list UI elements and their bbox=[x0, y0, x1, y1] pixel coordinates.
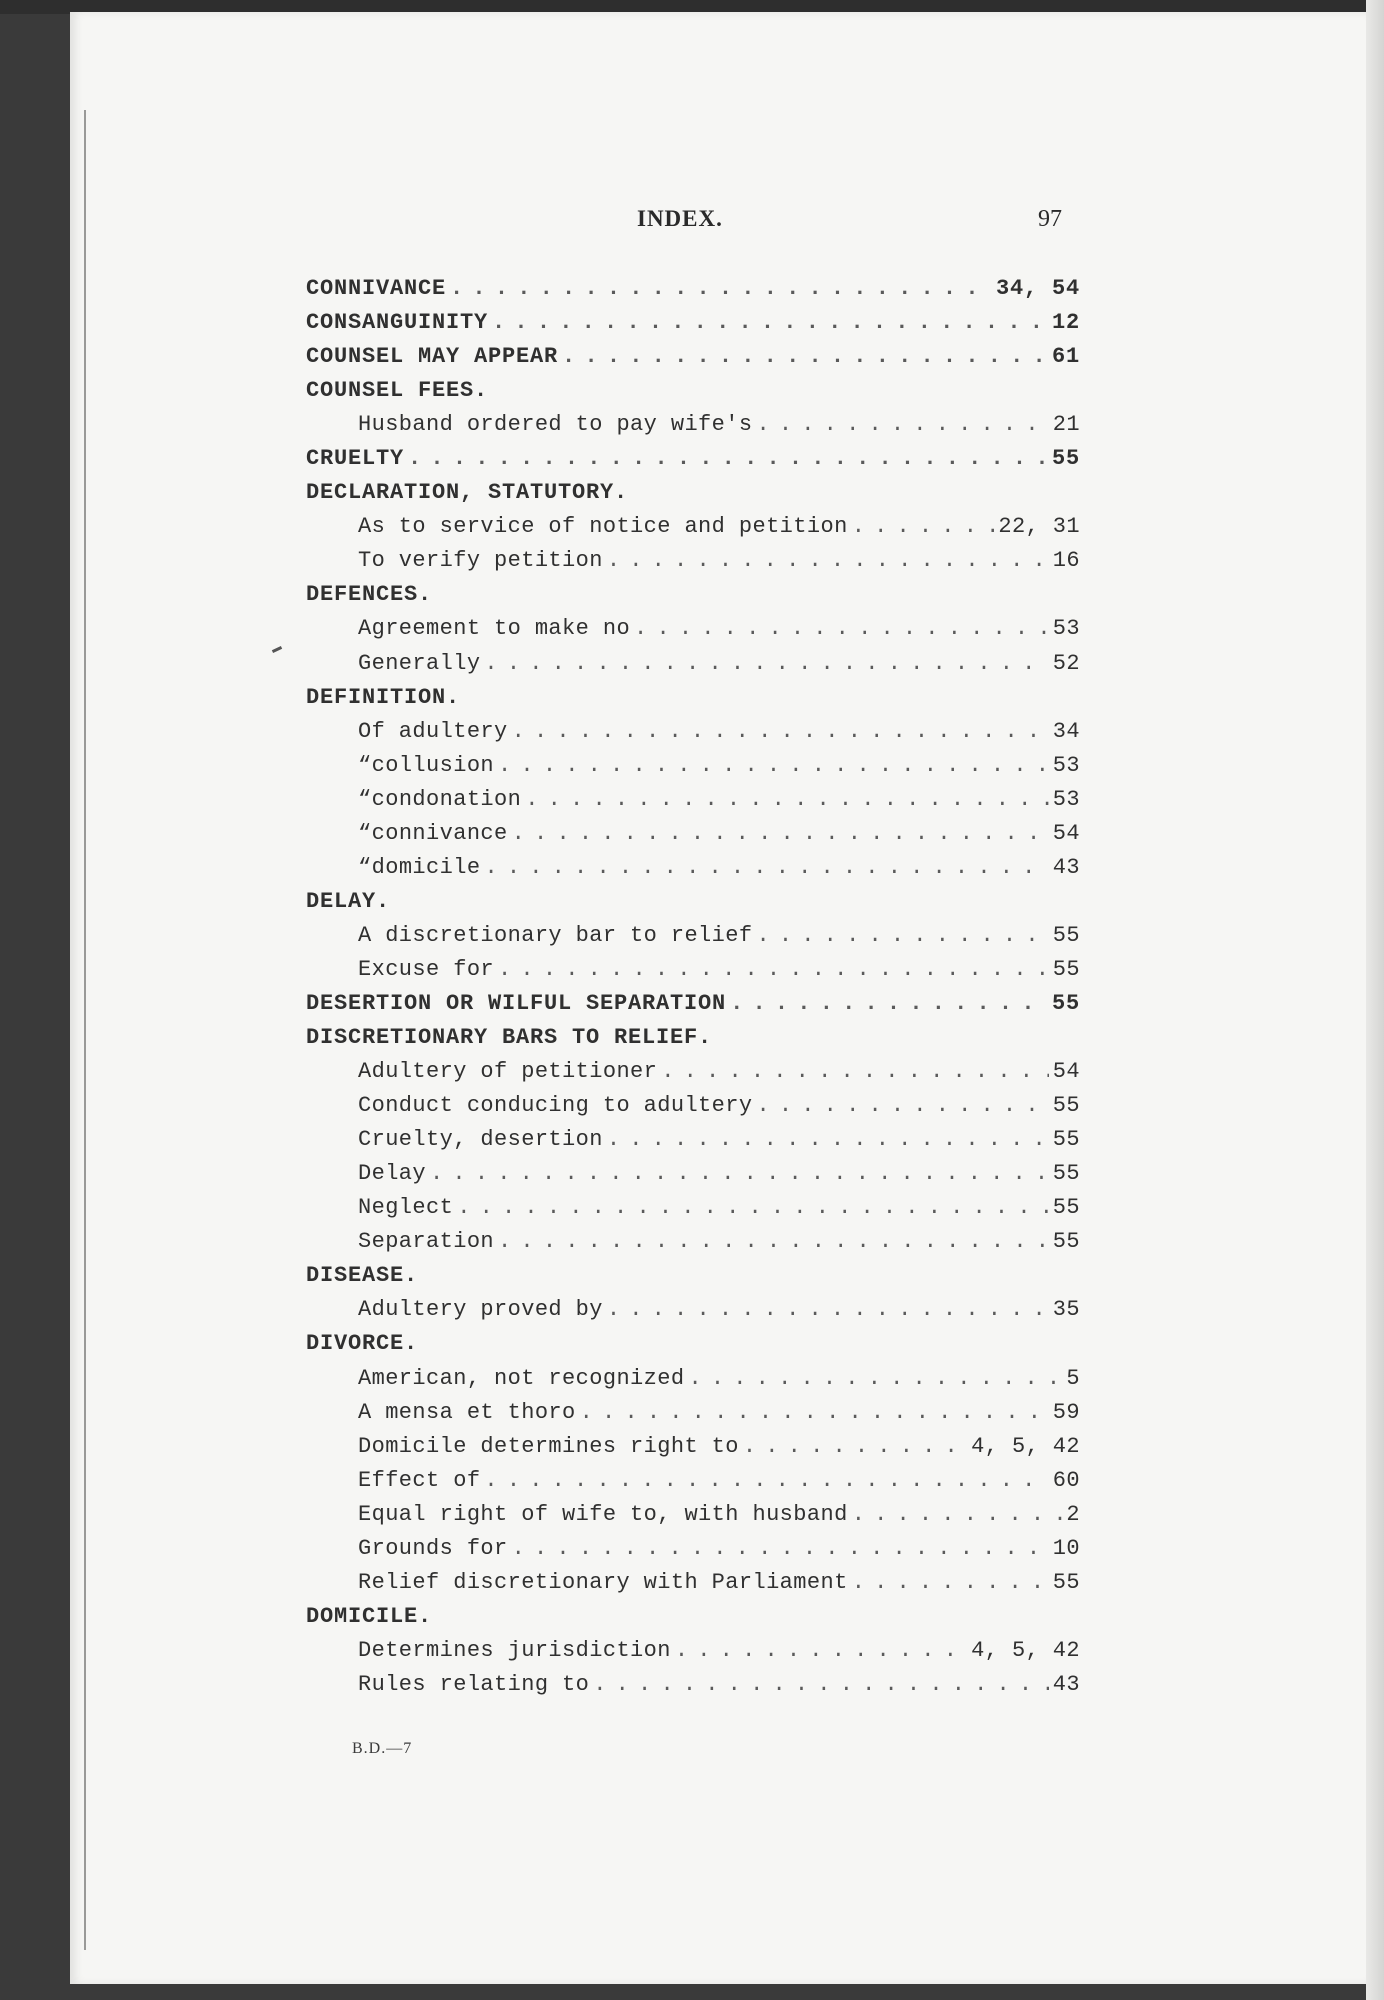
entry-page-reference: 55 bbox=[1051, 446, 1080, 472]
index-sub-entry bbox=[306, 1059, 1080, 1093]
entry-page-reference: 55 bbox=[1052, 956, 1080, 982]
leader-dots bbox=[525, 787, 1049, 812]
leader-dots bbox=[756, 412, 1048, 437]
leader-dots bbox=[512, 719, 1049, 744]
entry-label: A mensa et thoro bbox=[358, 1399, 576, 1425]
leader-dots bbox=[607, 548, 1049, 573]
index-sub-entry bbox=[306, 1672, 1080, 1706]
entry-label: DIVORCE. bbox=[306, 1331, 419, 1357]
leader-dots bbox=[743, 1434, 967, 1459]
entry-page-reference: 4, 5, 42 bbox=[971, 1433, 1080, 1459]
entry-page-reference: 22, 31 bbox=[998, 514, 1080, 540]
index-heading-entry bbox=[306, 276, 1080, 310]
leader-dots bbox=[562, 344, 1048, 369]
index-sub-entry bbox=[306, 1400, 1080, 1434]
entry-label: condonation bbox=[371, 786, 522, 812]
index-sub-entry bbox=[306, 1127, 1080, 1161]
entry-label: DECLARATION, STATUTORY. bbox=[306, 480, 629, 506]
entry-label: Grounds for bbox=[358, 1535, 508, 1561]
running-head-page-number: 97 bbox=[1038, 206, 1062, 232]
index-sub-entry bbox=[306, 548, 1080, 582]
entry-label: DISEASE. bbox=[306, 1263, 419, 1289]
entry-label: Effect of bbox=[358, 1467, 481, 1493]
entry-label: Adultery proved by bbox=[358, 1297, 603, 1323]
entry-label: Adultery of petitioner bbox=[358, 1059, 658, 1085]
index-sub-entry bbox=[306, 1195, 1080, 1229]
leader-dots bbox=[498, 1229, 1049, 1254]
entry-page-reference: 60 bbox=[1052, 1467, 1080, 1493]
signature-mark: B.D.—7 bbox=[352, 1740, 413, 1757]
index-sub-entry bbox=[306, 616, 1080, 650]
ditto-mark: “ bbox=[358, 854, 372, 880]
entry-label: Of adultery bbox=[358, 718, 508, 744]
index-heading-entry bbox=[306, 344, 1080, 378]
entry-label: Husband ordered to pay wife's bbox=[358, 412, 753, 438]
index-heading-entry bbox=[306, 991, 1080, 1025]
index-sub-entry bbox=[306, 651, 1080, 685]
leader-dots bbox=[484, 651, 1048, 676]
entry-label: Domicile determines right to bbox=[358, 1433, 739, 1459]
entry-label: CRUELTY bbox=[306, 446, 405, 472]
entry-label: DISCRETIONARY BARS TO RELIEF. bbox=[306, 1025, 713, 1051]
entry-page-reference: 21 bbox=[1052, 412, 1080, 438]
index-sub-entry bbox=[306, 1093, 1080, 1127]
entry-page-reference: 5 bbox=[1066, 1365, 1080, 1391]
index-entries bbox=[306, 276, 1080, 1706]
entry-label: domicile bbox=[371, 854, 481, 880]
leader-dots bbox=[492, 310, 1048, 335]
index-heading-entry bbox=[306, 446, 1080, 480]
leader-dots bbox=[430, 1161, 1049, 1186]
entry-label: DELAY. bbox=[306, 888, 391, 914]
entry-page-reference: 35 bbox=[1052, 1297, 1080, 1323]
index-sub-entry bbox=[306, 1434, 1080, 1468]
entry-page-reference: 55 bbox=[1052, 1127, 1080, 1153]
index-heading-entry bbox=[306, 378, 1080, 412]
entry-label: Delay bbox=[358, 1161, 427, 1187]
entry-page-reference: 55 bbox=[1052, 922, 1080, 948]
entry-page-reference: 54 bbox=[1052, 1059, 1080, 1085]
index-heading-entry bbox=[306, 1604, 1080, 1638]
entry-label: Rules relating to bbox=[358, 1671, 590, 1697]
leader-dots bbox=[450, 276, 992, 301]
entry-page-reference: 43 bbox=[1052, 854, 1080, 880]
leader-dots bbox=[512, 1536, 1049, 1561]
index-heading-entry bbox=[306, 480, 1080, 514]
entry-label: Equal right of wife to, with husband bbox=[358, 1501, 848, 1527]
entry-page-reference: 53 bbox=[1052, 616, 1080, 642]
index-sub-entry bbox=[306, 1468, 1080, 1502]
index-heading-entry bbox=[306, 1331, 1080, 1365]
leader-dots bbox=[607, 1297, 1049, 1322]
leader-dots bbox=[484, 1468, 1048, 1493]
index-sub-entry bbox=[306, 1638, 1080, 1672]
entry-label: collusion bbox=[371, 752, 495, 778]
entry-page-reference: 53 bbox=[1052, 752, 1080, 778]
entry-label: To verify petition bbox=[358, 548, 603, 574]
index-sub-entry bbox=[306, 753, 1080, 787]
index-sub-entry bbox=[306, 1366, 1080, 1400]
leader-dots bbox=[730, 991, 1048, 1016]
index-sub-entry bbox=[306, 821, 1080, 855]
index-sub-entry bbox=[306, 855, 1080, 889]
leader-dots bbox=[498, 957, 1049, 982]
index-heading-entry bbox=[306, 310, 1080, 344]
leader-dots bbox=[756, 923, 1048, 948]
entry-page-reference: 10 bbox=[1052, 1535, 1080, 1561]
leader-dots bbox=[580, 1400, 1049, 1425]
entry-page-reference: 34 bbox=[1052, 718, 1080, 744]
entry-label: As to service of notice and petition bbox=[358, 514, 848, 540]
index-sub-entry bbox=[306, 923, 1080, 957]
index-sub-entry bbox=[306, 412, 1080, 446]
entry-page-reference: 55 bbox=[1051, 990, 1080, 1016]
entry-label: Generally bbox=[358, 650, 481, 676]
entry-label: Neglect bbox=[358, 1195, 454, 1221]
index-sub-entry bbox=[306, 957, 1080, 991]
entry-label: DESERTION OR WILFUL SEPARATION bbox=[306, 990, 727, 1016]
leader-dots bbox=[498, 753, 1049, 778]
entry-label: Conduct conducing to adultery bbox=[358, 1093, 753, 1119]
index-heading-entry bbox=[306, 582, 1080, 616]
entry-label: CONNIVANCE bbox=[306, 276, 447, 301]
entry-page-reference: 12 bbox=[1051, 310, 1080, 336]
leader-dots bbox=[634, 616, 1049, 641]
entry-page-reference: 52 bbox=[1052, 650, 1080, 676]
entry-page-reference: 53 bbox=[1052, 786, 1080, 812]
page-right-edge bbox=[1366, 0, 1384, 2000]
leader-dots bbox=[852, 1570, 1049, 1595]
leader-dots bbox=[688, 1366, 1062, 1391]
entry-label: DOMICILE. bbox=[306, 1603, 433, 1629]
entry-label: DEFENCES. bbox=[306, 582, 433, 608]
index-heading-entry bbox=[306, 1263, 1080, 1297]
entry-label: Excuse for bbox=[358, 956, 495, 982]
index-sub-entry bbox=[306, 1297, 1080, 1331]
ditto-mark: “ bbox=[358, 820, 372, 846]
leader-dots bbox=[593, 1672, 1049, 1697]
index-heading-entry bbox=[306, 685, 1080, 719]
entry-label: A discretionary bar to relief bbox=[358, 922, 753, 948]
entry-page-reference: 4, 5, 42 bbox=[971, 1637, 1080, 1663]
leader-dots bbox=[512, 821, 1049, 846]
index-heading-entry bbox=[306, 1025, 1080, 1059]
leader-dots bbox=[484, 855, 1048, 880]
entry-page-reference: 55 bbox=[1052, 1161, 1080, 1187]
entry-page-reference: 2 bbox=[1066, 1501, 1080, 1527]
binding-margin-line bbox=[84, 110, 86, 1950]
leader-dots bbox=[408, 446, 1048, 471]
entry-label: COUNSEL MAY APPEAR bbox=[306, 344, 559, 370]
index-sub-entry bbox=[306, 1229, 1080, 1263]
entry-page-reference: 43 bbox=[1052, 1671, 1080, 1697]
leader-dots bbox=[852, 1502, 1063, 1527]
leader-dots bbox=[661, 1059, 1049, 1084]
entry-label: Relief discretionary with Parliament bbox=[358, 1569, 848, 1595]
entry-page-reference: 34, 54 bbox=[995, 276, 1080, 301]
ditto-mark: “ bbox=[358, 786, 372, 812]
running-head-title: INDEX. bbox=[637, 206, 723, 231]
ditto-mark: “ bbox=[358, 752, 372, 778]
leader-dots bbox=[607, 1127, 1049, 1152]
leader-dots bbox=[457, 1195, 1049, 1220]
entry-page-reference: 55 bbox=[1052, 1093, 1080, 1119]
entry-page-reference: 59 bbox=[1052, 1399, 1080, 1425]
entry-label: DEFINITION. bbox=[306, 684, 461, 710]
index-sub-entry bbox=[306, 1502, 1080, 1536]
entry-page-reference: 16 bbox=[1052, 548, 1080, 574]
index-sub-entry bbox=[306, 719, 1080, 753]
entry-page-reference: 54 bbox=[1052, 820, 1080, 846]
entry-label: CONSANGUINITY bbox=[306, 310, 489, 336]
entry-page-reference: 55 bbox=[1052, 1569, 1080, 1595]
entry-label: Separation bbox=[358, 1229, 495, 1255]
index-sub-entry bbox=[306, 1536, 1080, 1570]
entry-page-reference: 55 bbox=[1052, 1195, 1080, 1221]
leader-dots bbox=[675, 1638, 967, 1663]
index-sub-entry bbox=[306, 1570, 1080, 1604]
entry-label: Agreement to make no bbox=[358, 616, 631, 642]
leader-dots bbox=[756, 1093, 1048, 1118]
index-heading-entry bbox=[306, 889, 1080, 923]
leader-dots bbox=[852, 514, 995, 539]
index-sub-entry bbox=[306, 787, 1080, 821]
index-sub-entry bbox=[306, 1161, 1080, 1195]
entry-page-reference: 61 bbox=[1051, 344, 1080, 370]
entry-label: American, not recognized bbox=[358, 1365, 685, 1391]
entry-label: COUNSEL FEES. bbox=[306, 378, 489, 404]
entry-label: Determines jurisdiction bbox=[358, 1637, 671, 1663]
entry-page-reference: 55 bbox=[1052, 1229, 1080, 1255]
entry-label: connivance bbox=[371, 820, 508, 846]
index-sub-entry bbox=[306, 514, 1080, 548]
entry-label: Cruelty, desertion bbox=[358, 1127, 603, 1153]
